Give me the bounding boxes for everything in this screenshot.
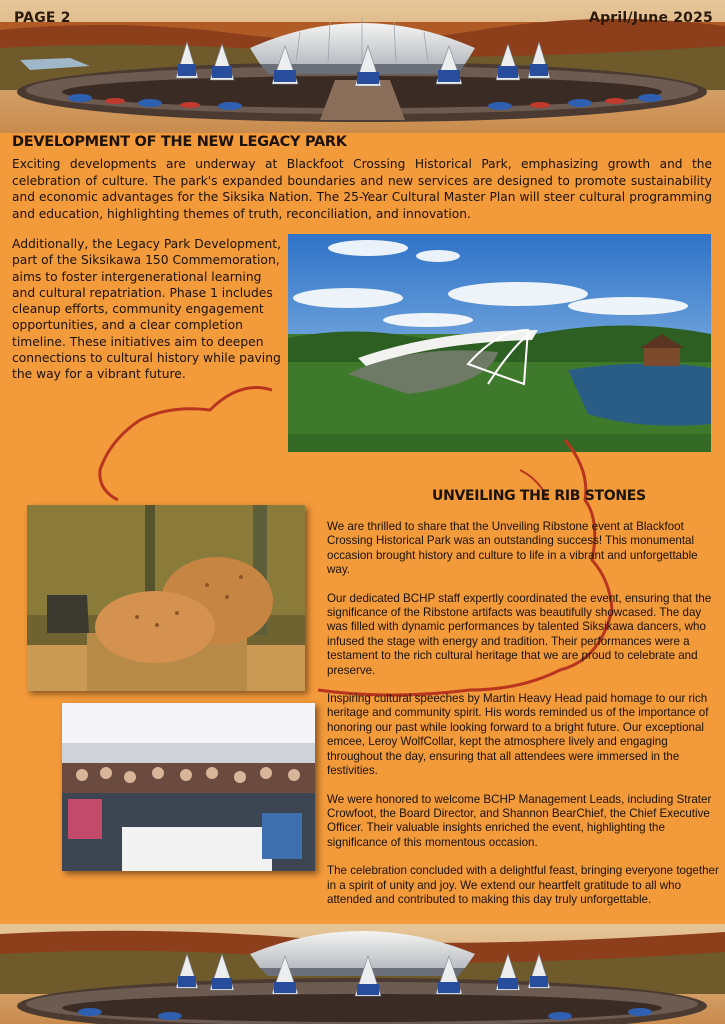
legacy-park-body: Additionally, the Legacy Park Development, part of the Siksikawa 150 Commemoration, aims to foster intergenerational learning and cultural repatriation. Phase 1 includes cleanup efforts, community engagement opportunities, and a clear completion timeline. These initiatives aim to deepen connections to cultural history while paving the way for a vibrant future. xyxy=(12,237,281,382)
section-title-rib-stones: UNVEILING THE RIB STONES xyxy=(432,488,646,504)
rib-stones-article xyxy=(327,520,723,921)
article-paragraph: The celebration concluded with a delightful feast, bringing everyone together in a spirit of unity and joy. We extend our heartfelt gratitude to all who attended and contributed to making this day truly unforgettable. xyxy=(327,864,719,906)
legacy-park-intro: Exciting developments are underway at Blackfoot Crossing Historical Park, emphasizing growth and the celebration of culture. The park's expanded boundaries and new services are designed to promote sustainability and economic advantages for the Siksika Nation. The 25-Year Cultural Master Plan will steer cultural programming and education, highlighting themes of truth, reconciliation, and innovation. xyxy=(12,157,712,221)
article-paragraph: We are thrilled to share that the Unveiling Ribstone event at Blackfoot Crossing Historical Park was an outstanding success! This monumental occasion brought history and culture to life in a vibrant and unforgettable way. xyxy=(327,520,698,577)
ribstone-artifact-image xyxy=(27,505,305,691)
page-number: PAGE 2 xyxy=(14,10,71,26)
footer-banner xyxy=(0,924,725,1024)
legacy-park-rendering-image xyxy=(288,234,711,452)
article-paragraph: Inspiring cultural speeches by Martin Heavy Head paid homage to our rich heritage and community spirit. His words reminded us of the importance of honoring our past while looking forward to a bright future. Our exceptional emcee, Leroy WolfCollar, kept the atmosphere lively and engaging throughout the day, ensuring that all attendees were immersed in the festivities. xyxy=(327,692,709,778)
building-panorama-image xyxy=(0,924,725,1024)
article-paragraph: Our dedicated BCHP staff expertly coordinated the event, ensuring that the significance of the Ribstone artifacts was beautifully showcased. The day was filled with dynamic performances by talented Siksikawa dancers, who infused the stage with energy and tradition. Their performances were a testament to the rich cultural heritage that we are proud to celebrate and preserve. xyxy=(327,591,712,677)
section-title-legacy-park: DEVELOPMENT OF THE NEW LEGACY PARK xyxy=(12,134,347,150)
celebration-feast-image xyxy=(62,703,315,871)
article-paragraph: We were honored to welcome BCHP Management Leads, including Strater Crowfoot, the Board Director, and Shannon BearChief, the Chief Executive Officer. Their valuable insights enriched the event, highlighting the significance of this momentous occasion. xyxy=(327,792,712,849)
issue-date: April/June 2025 xyxy=(589,10,713,26)
